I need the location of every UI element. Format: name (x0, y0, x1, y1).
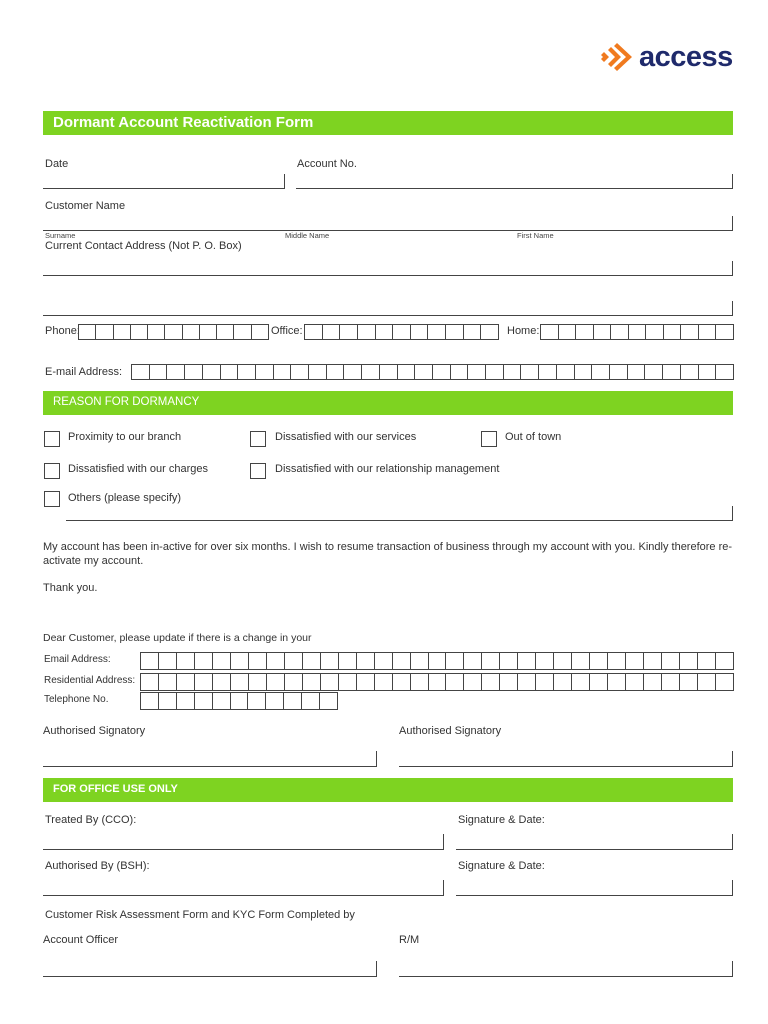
checkbox-out-of-town[interactable] (481, 431, 497, 447)
treated-by-field[interactable] (43, 849, 444, 850)
option-charges: Dissatisfied with our charges (68, 463, 209, 475)
account-officer-label: Account Officer (43, 934, 118, 946)
kyc-label: Customer Risk Assessment Form and KYC Form Completed by (45, 909, 355, 921)
signatory-right-label: Authorised Signatory (399, 725, 502, 737)
date-field-end (284, 174, 285, 189)
signatory-left-field-end (376, 751, 377, 767)
signatory-left-field[interactable] (43, 766, 376, 767)
signature-date-2-label: Signature & Date: (458, 860, 545, 872)
signature-date-1-label: Signature & Date: (458, 814, 545, 826)
authorised-by-field-end (443, 880, 444, 896)
update-residential-label: Residential Address: (44, 675, 136, 686)
phone-label: Phone: (45, 325, 80, 337)
option-relationship: Dissatisfied with our relationship management (275, 463, 500, 475)
checkbox-services[interactable] (250, 431, 266, 447)
authorised-by-field[interactable] (43, 895, 444, 896)
surname-label: Surname (45, 231, 76, 240)
account-officer-field-end (376, 961, 377, 977)
checkbox-relationship[interactable] (250, 463, 266, 479)
others-specify-field[interactable] (66, 520, 733, 521)
option-others: Others (please specify) (68, 492, 182, 504)
form-title: Dormant Account Reactivation Form (53, 114, 314, 131)
address-label: Current Contact Address (Not P. O. Box) (45, 240, 242, 252)
office-use-heading-bar (43, 778, 733, 802)
form-title-bar (43, 111, 733, 135)
address-field-1[interactable] (43, 275, 733, 276)
account-no-label: Account No. (297, 158, 357, 170)
update-telephone-label: Telephone No. (44, 694, 109, 705)
statement-text: My account has been in-active for over six months. I wish to resume transaction of business through my account with you. Kindly therefore re-activate my account. (43, 541, 733, 567)
home-boxes[interactable] (540, 324, 734, 340)
rm-label: R/M (399, 934, 420, 946)
update-email-boxes[interactable] (140, 652, 734, 670)
checkbox-proximity[interactable] (44, 431, 60, 447)
customer-name-field[interactable] (43, 230, 733, 231)
update-email-label: Email Address: (44, 654, 111, 665)
middle-name-label: Middle Name (285, 231, 330, 240)
email-label: E-mail Address: (45, 366, 123, 378)
address-field-2-end (732, 301, 733, 316)
rm-field[interactable] (399, 976, 733, 977)
office-boxes[interactable] (304, 324, 499, 340)
phone-boxes[interactable] (78, 324, 269, 340)
access-logo-text: access (639, 41, 733, 73)
date-field[interactable] (43, 188, 284, 189)
account-no-field-end (732, 174, 733, 189)
signature-date-1-field-end (732, 834, 733, 850)
update-telephone-boxes[interactable] (140, 692, 338, 710)
customer-name-label: Customer Name (45, 200, 126, 212)
option-out-of-town: Out of town (505, 431, 562, 443)
checkbox-charges[interactable] (44, 463, 60, 479)
dormancy-heading-bar (43, 391, 733, 415)
address-field-1-end (732, 261, 733, 276)
first-name-label: First Name (517, 231, 554, 240)
home-label: Home: (507, 325, 540, 337)
update-intro: Dear Customer, please update if there is a change in your (43, 632, 312, 644)
authorised-by-label: Authorised By (BSH): (45, 860, 150, 872)
office-label: Office: (271, 325, 303, 337)
option-proximity: Proximity to our branch (68, 431, 182, 443)
access-mark-icon (600, 41, 634, 73)
treated-by-label: Treated By (CCO): (45, 814, 137, 826)
customer-name-field-end (732, 216, 733, 231)
treated-by-field-end (443, 834, 444, 850)
rm-field-end (732, 961, 733, 977)
signature-date-2-field[interactable] (456, 895, 733, 896)
signature-date-1-field[interactable] (456, 849, 733, 850)
account-no-field[interactable] (296, 188, 733, 189)
signatory-right-field-end (732, 751, 733, 767)
option-services: Dissatisfied with our services (275, 431, 417, 443)
update-residential-boxes[interactable] (140, 673, 734, 691)
account-officer-field[interactable] (43, 976, 376, 977)
date-label: Date (45, 158, 69, 170)
signatory-left-label: Authorised Signatory (43, 725, 146, 737)
address-field-2[interactable] (43, 315, 733, 316)
others-specify-field-end (732, 506, 733, 521)
thank-you-text: Thank you. (43, 582, 98, 594)
office-use-heading: FOR OFFICE USE ONLY (53, 783, 178, 795)
signature-date-2-field-end (732, 880, 733, 896)
email-boxes[interactable] (131, 364, 734, 380)
access-logo (600, 40, 740, 74)
checkbox-others[interactable] (44, 491, 60, 507)
signatory-right-field[interactable] (399, 766, 733, 767)
dormancy-heading: REASON FOR DORMANCY (53, 396, 200, 408)
